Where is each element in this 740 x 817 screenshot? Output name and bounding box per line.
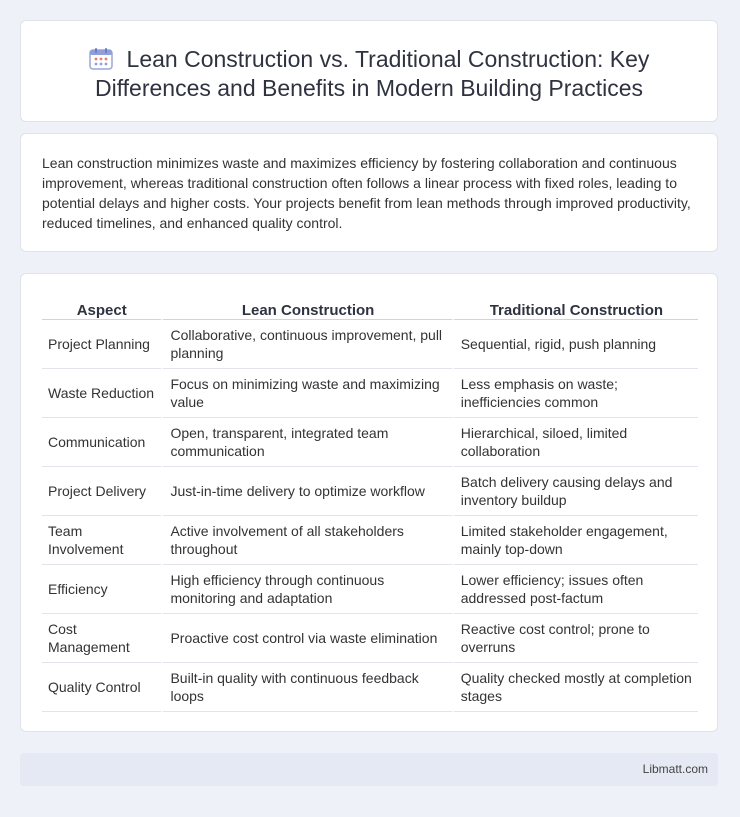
table-row	[42, 320, 698, 369]
aspect-cell: Quality Control	[42, 663, 161, 712]
aspect-cell: Cost Management	[42, 614, 161, 663]
lean-cell: Active involvement of all stakeholders throughout	[161, 516, 451, 565]
aspect-cell: Team Involvement	[42, 516, 161, 565]
aspect-cell: Project Delivery	[42, 467, 161, 516]
traditional-cell: Reactive cost control; prone to overruns	[452, 614, 698, 663]
traditional-cell: Quality checked mostly at completion stages	[452, 663, 698, 712]
comparison-table	[42, 294, 698, 712]
header-traditional: Traditional Construction	[452, 294, 698, 320]
aspect-cell: Efficiency	[42, 565, 161, 614]
table-row	[42, 418, 698, 467]
comparison-table-card	[20, 273, 718, 732]
traditional-cell: Batch delivery causing delays and inventory buildup	[452, 467, 698, 516]
table-row	[42, 663, 698, 712]
intro-paragraph: Lean construction minimizes waste and maximizes efficiency by fostering collaboration and continuous improvement, whereas traditional construction often follows a linear process with fixed roles, leading to potential delays and higher costs. Your projects benefit from lean methods through improved productivity, reduced timelines, and enhanced quality control.	[42, 155, 691, 231]
header-aspect: Aspect	[42, 294, 161, 320]
table-row	[42, 614, 698, 663]
aspect-cell: Waste Reduction	[42, 369, 161, 418]
lean-cell: Proactive cost control via waste elimination	[161, 614, 451, 663]
traditional-cell: Lower efficiency; issues often addressed post-factum	[452, 565, 698, 614]
lean-cell: Just-in-time delivery to optimize workflow	[161, 467, 451, 516]
lean-cell: Collaborative, continuous improvement, pull planning	[161, 320, 451, 369]
table-row	[42, 565, 698, 614]
traditional-cell: Hierarchical, siloed, limited collaboration	[452, 418, 698, 467]
page-title-text: Lean Construction vs. Traditional Construction: Key Differences and Benefits in Modern Building Practices	[94, 46, 650, 101]
table-row	[42, 467, 698, 516]
title-card	[20, 20, 718, 122]
lean-cell: Open, transparent, integrated team communication	[161, 418, 451, 467]
aspect-cell: Project Planning	[42, 320, 161, 369]
header-lean: Lean Construction	[161, 294, 451, 320]
page-title	[51, 45, 687, 103]
footer	[20, 753, 718, 786]
calendar-icon	[89, 48, 113, 70]
traditional-cell: Less emphasis on waste; inefficiencies common	[452, 369, 698, 418]
table-row	[42, 369, 698, 418]
lean-cell: Built-in quality with continuous feedback loops	[161, 663, 451, 712]
footer-site-link[interactable]: Libmatt.com	[642, 762, 708, 776]
lean-cell: Focus on minimizing waste and maximizing value	[161, 369, 451, 418]
table-header-row	[42, 294, 698, 320]
intro-card	[20, 133, 718, 252]
traditional-cell: Sequential, rigid, push planning	[452, 320, 698, 369]
table-row	[42, 516, 698, 565]
aspect-cell: Communication	[42, 418, 161, 467]
lean-cell: High efficiency through continuous monitoring and adaptation	[161, 565, 451, 614]
traditional-cell: Limited stakeholder engagement, mainly top-down	[452, 516, 698, 565]
